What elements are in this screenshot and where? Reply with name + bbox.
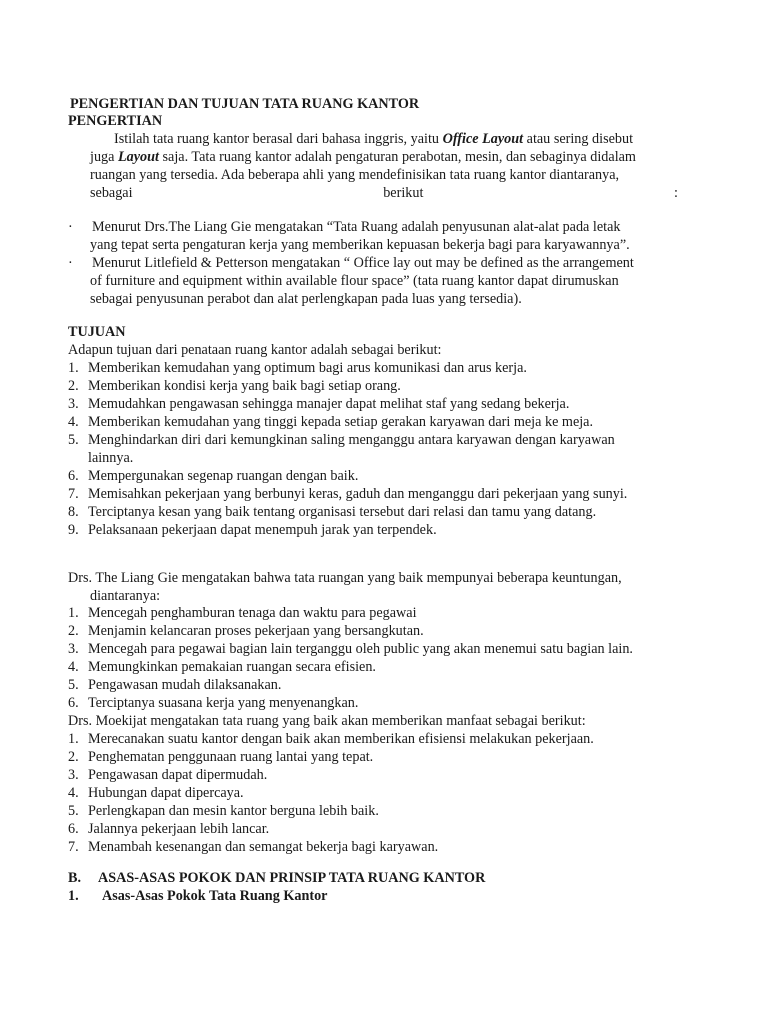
expert-1-line-1: Menurut Drs.The Liang Gie mengatakan “Tata Ruang adalah penyusunan alat-alat pada letak bbox=[92, 219, 621, 235]
list-text: Memisahkan pekerjaan yang berbunyi keras, gaduh dan menganggu dari pekerjaan yang sunyi. bbox=[88, 486, 628, 502]
list-number: 3. bbox=[68, 641, 79, 657]
list-text: Menjamin kelancaran proses pekerjaan yang bersangkutan. bbox=[88, 623, 424, 639]
list-number: 3. bbox=[68, 767, 79, 783]
list-text: Mencegah penghamburan tenaga dan waktu para pegawai bbox=[88, 605, 417, 621]
bullet-marker: · bbox=[68, 219, 73, 235]
intro-text: berikut bbox=[383, 185, 424, 201]
list-text: Memungkinkan pemakaian ruangan secara efisien. bbox=[88, 659, 376, 675]
list-number: 9. bbox=[68, 522, 79, 538]
list-text: Menambah kesenangan dan semangat bekerja bagi karyawan. bbox=[88, 839, 439, 855]
intro-line-4 bbox=[90, 184, 678, 202]
list-text: Jalannya pekerjaan lebih lancar. bbox=[88, 821, 270, 837]
list-number: 1. bbox=[68, 731, 79, 747]
section-b1-title: Asas-Asas Pokok Tata Ruang Kantor bbox=[102, 888, 328, 904]
list-text: Memberikan kemudahan yang optimum bagi arus komunikasi dan arus kerja. bbox=[88, 360, 527, 376]
section-b-number: B. bbox=[68, 870, 82, 886]
section-b1-number: 1. bbox=[68, 888, 79, 904]
list-text: Memudahkan pengawasan sehingga manajer dapat melihat staf yang sedang bekerja. bbox=[88, 396, 570, 412]
list-text: Hubungan dapat dipercaya. bbox=[88, 785, 244, 801]
list-number: 7. bbox=[68, 839, 79, 855]
list-number: 2. bbox=[68, 749, 79, 765]
intro-line-3: ruangan yang tersedia. Ada beberapa ahli yang mendefinisikan tata ruang kantor diantaranya, bbox=[90, 167, 620, 183]
list-text: Penghematan penggunaan ruang lantai yang tepat. bbox=[88, 749, 374, 765]
expert-2-line-1: Menurut Litlefield & Petterson mengatakan “ Office lay out may be defined as the arrangement bbox=[92, 255, 634, 271]
list-text: Pelaksanaan pekerjaan dapat menempuh jarak yan terpendek. bbox=[88, 522, 437, 538]
list-item-continuation: lainnya. bbox=[88, 450, 134, 466]
moekijat-intro: Drs. Moekijat mengatakan tata ruang yang baik akan memberikan manfaat sebagai berikut: bbox=[68, 713, 586, 729]
intro-text: : bbox=[674, 185, 678, 201]
gie-intro-line-2: diantaranya: bbox=[90, 588, 161, 604]
list-text: Terciptanya suasana kerja yang menyenangkan. bbox=[88, 695, 359, 711]
main-title: PENGERTIAN DAN TUJUAN TATA RUANG KANTOR bbox=[70, 96, 420, 112]
list-number: 2. bbox=[68, 623, 79, 639]
list-text: Mencegah para pegawai bagian lain terganggu oleh public yang akan menemui satu bagian lain. bbox=[88, 641, 633, 657]
list-text: Perlengkapan dan mesin kantor berguna lebih baik. bbox=[88, 803, 379, 819]
list-text: Merecanakan suatu kantor dengan baik akan memberikan efisiensi melakukan pekerjaan. bbox=[88, 731, 594, 747]
list-text: Mempergunakan segenap ruangan dengan baik. bbox=[88, 468, 359, 484]
intro-text: juga bbox=[90, 149, 115, 165]
list-number: 1. bbox=[68, 360, 79, 376]
list-text: Pengawasan mudah dilaksanakan. bbox=[88, 677, 282, 693]
expert-2-line-3: sebagai penyusunan perabot dan alat perlengkapan pada luas yang tersedia). bbox=[90, 291, 522, 307]
bullet-marker: · bbox=[68, 255, 73, 271]
list-number: 5. bbox=[68, 677, 79, 693]
list-number: 6. bbox=[68, 695, 79, 711]
list-number: 1. bbox=[68, 605, 79, 621]
list-number: 7. bbox=[68, 486, 79, 502]
tujuan-intro: Adapun tujuan dari penataan ruang kantor adalah sebagai berikut: bbox=[68, 342, 442, 358]
list-text: Memberikan kondisi kerja yang baik bagi setiap orang. bbox=[88, 378, 401, 394]
intro-text: atau sering disebut bbox=[526, 131, 634, 147]
list-number: 2. bbox=[68, 378, 79, 394]
intro-line-2 bbox=[90, 148, 636, 166]
expert-1-line-2: yang tepat serta pengaturan kerja yang memberikan kepuasan bekerja bagi para karyawannya”. bbox=[90, 237, 630, 253]
office-layout-term: Office Layout bbox=[442, 131, 524, 147]
section-b-title: ASAS-ASAS POKOK DAN PRINSIP TATA RUANG KANTOR bbox=[98, 870, 486, 886]
list-text: Terciptanya kesan yang baik tentang organisasi tersebut dari relasi dan tamu yang datang. bbox=[88, 504, 597, 520]
intro-text: saja. Tata ruang kantor adalah pengaturan perabotan, mesin, dan sebaginya didalam bbox=[162, 149, 636, 165]
list-number: 4. bbox=[68, 785, 79, 801]
intro-text: Istilah tata ruang kantor berasal dari bahasa inggris, yaitu bbox=[114, 131, 440, 147]
list-number: 5. bbox=[68, 432, 79, 448]
list-number: 3. bbox=[68, 396, 79, 412]
list-number: 4. bbox=[68, 659, 79, 675]
list-number: 6. bbox=[68, 821, 79, 837]
list-number: 4. bbox=[68, 414, 79, 430]
list-number: 8. bbox=[68, 504, 79, 520]
list-number: 6. bbox=[68, 468, 79, 484]
intro-line-1 bbox=[114, 130, 633, 148]
list-text: Memberikan kemudahan yang tinggi kepada setiap gerakan karyawan dari meja ke meja. bbox=[88, 414, 594, 430]
expert-2-line-2: of furniture and equipment within available flour space” (tata ruang kantor dapat dirumuskan bbox=[90, 273, 619, 289]
layout-term: Layout bbox=[117, 149, 159, 165]
gie-intro-line-1: Drs. The Liang Gie mengatakan bahwa tata ruangan yang baik mempunyai beberapa keuntungan, bbox=[68, 570, 622, 586]
list-text: Pengawasan dapat dipermudah. bbox=[88, 767, 268, 783]
list-number: 5. bbox=[68, 803, 79, 819]
intro-text: sebagai bbox=[90, 185, 133, 201]
list-text: Menghindarkan diri dari kemungkinan saling menganggu antara karyawan dengan karyawan bbox=[88, 432, 615, 448]
pengertian-heading: PENGERTIAN bbox=[68, 113, 163, 129]
tujuan-heading: TUJUAN bbox=[68, 324, 126, 340]
